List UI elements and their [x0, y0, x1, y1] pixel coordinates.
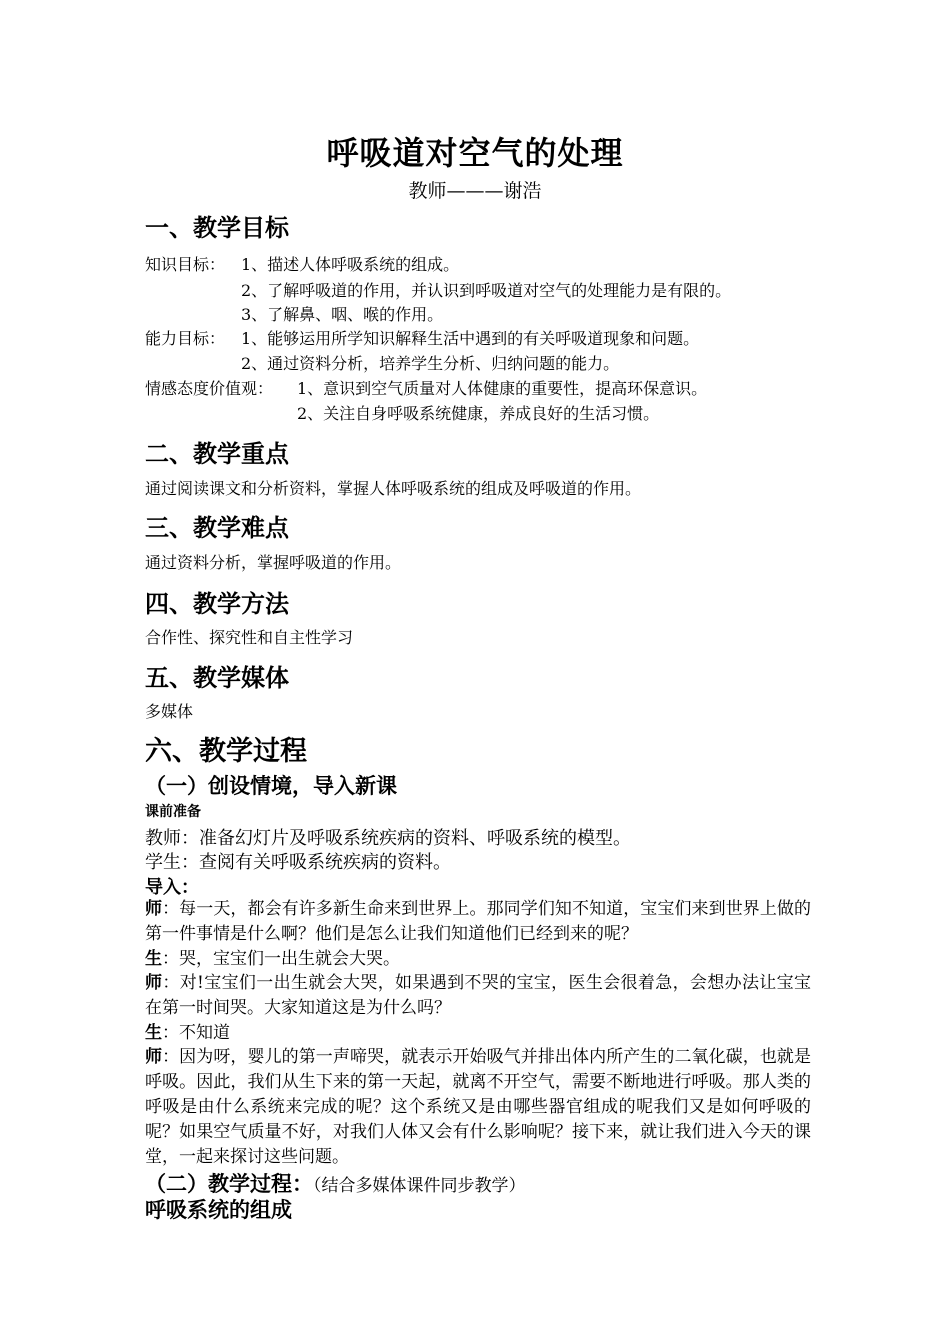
knowledge-item: 1、描述人体呼吸系统的组成。	[241, 255, 460, 274]
section-heading-key-points: 二、教学重点	[145, 440, 289, 468]
student-prep-text: ：查阅有关呼吸系统疾病的资料。	[181, 852, 451, 873]
section-heading-media: 五、教学媒体	[145, 664, 289, 692]
teacher-prep-label: 教师	[145, 828, 181, 849]
author-line: 教师———谢浩	[408, 180, 542, 202]
methods-text: 合作性、探究性和自主性学习	[145, 628, 354, 647]
subsection-heading-intro: （一）创设情境，导入新课	[145, 774, 397, 798]
teacher-prep-line	[145, 824, 631, 850]
prep-heading: 课前准备	[145, 804, 201, 820]
teacher-prep-text: ：准备幻灯片及呼吸系统疾病的资料、呼吸系统的模型。	[181, 828, 631, 849]
emotion-item: 2、关注自身呼吸系统健康，养成良好的生活习惯。	[297, 404, 660, 423]
ability-item: 2、通过资料分析，培养学生分析、归纳问题的能力。	[241, 354, 620, 373]
ability-label: 能力目标：	[145, 329, 226, 348]
section-heading-process: 六、教学过程	[145, 736, 307, 767]
media-text: 多媒体	[145, 702, 194, 721]
knowledge-item: 3、了解鼻、咽、喉的作用。	[241, 305, 444, 324]
ability-item: 1、能够运用所学知识解释生活中遇到的有关呼吸道现象和问题。	[241, 329, 700, 348]
dialogue-text: ：每一天，都会有许多新生命来到世界上。那同学们知不知道，宝宝们来到世界上做的第一件事情是什么啊？他们是怎么让我们知道他们已经到来的呢？	[145, 899, 812, 944]
emotion-label: 情感态度价值观：	[145, 379, 274, 398]
dialogue-teacher-2	[145, 971, 811, 1021]
heading-respiratory-composition: 呼吸系统的组成	[145, 1198, 292, 1222]
dialogue-text: ：因为呀，婴儿的第一声啼哭，就表示开始吸气并排出体内所产生的二氧化碳，也就是呼吸。因此，我们从生下来的第一天起，就离不开空气，需要不断地进行呼吸。那人类的呼吸是由什么系统来完成的呢？这个系统又是由哪些器官组成的呢我们又是如何呼吸的呢？如果空气质量不好，对我们人体又会有什么影响呢？接下来，就让我们进入今天的课堂，一起来探讨这些问题。	[145, 1047, 812, 1167]
dialogue-teacher-1	[145, 897, 811, 947]
knowledge-label: 知识目标：	[145, 255, 226, 274]
student-prep-label: 学生	[145, 852, 181, 873]
dialogue-student-2	[145, 1021, 811, 1046]
section-heading-objectives: 一、教学目标	[145, 214, 289, 242]
section-heading-difficulties: 三、教学难点	[145, 514, 289, 542]
speaker-student: 生	[145, 949, 162, 969]
difficulties-text: 通过资料分析，掌握呼吸道的作用。	[145, 553, 402, 572]
dialogue-text: ：哭，宝宝们一出生就会大哭。	[162, 949, 400, 969]
speaker-teacher: 师	[145, 899, 163, 919]
dialogue-text: ：对!宝宝们一出生就会大哭，如果遇到不哭的宝宝，医生会很着急，会想办法让宝宝在第一时间哭。大家知道这是为什么吗？	[145, 973, 811, 1018]
subsection-heading-process: （二）教学过程：	[145, 1172, 313, 1196]
key-points-text: 通过阅读课文和分析资料，掌握人体呼吸系统的组成及呼吸道的作用。	[145, 479, 642, 498]
section-heading-methods: 四、教学方法	[145, 590, 289, 618]
dialogue-teacher-3	[145, 1045, 811, 1170]
student-prep-line	[145, 848, 451, 874]
dialogue-student-1	[145, 947, 811, 972]
speaker-teacher: 师	[145, 973, 163, 993]
intro-heading: 导入：	[145, 877, 199, 898]
speaker-teacher: 师	[145, 1047, 163, 1067]
dialogue-text: ：不知道	[162, 1023, 230, 1043]
document-title: 呼吸道对空气的处理	[326, 134, 624, 172]
knowledge-item: 2、了解呼吸道的作用，并认识到呼吸道对空气的处理能力是有限的。	[241, 281, 732, 300]
subsection-process-note: （结合多媒体课件同步教学）	[313, 1176, 526, 1196]
speaker-student: 生	[145, 1023, 162, 1043]
emotion-item: 1、意识到空气质量对人体健康的重要性，提高环保意识。	[297, 379, 708, 398]
